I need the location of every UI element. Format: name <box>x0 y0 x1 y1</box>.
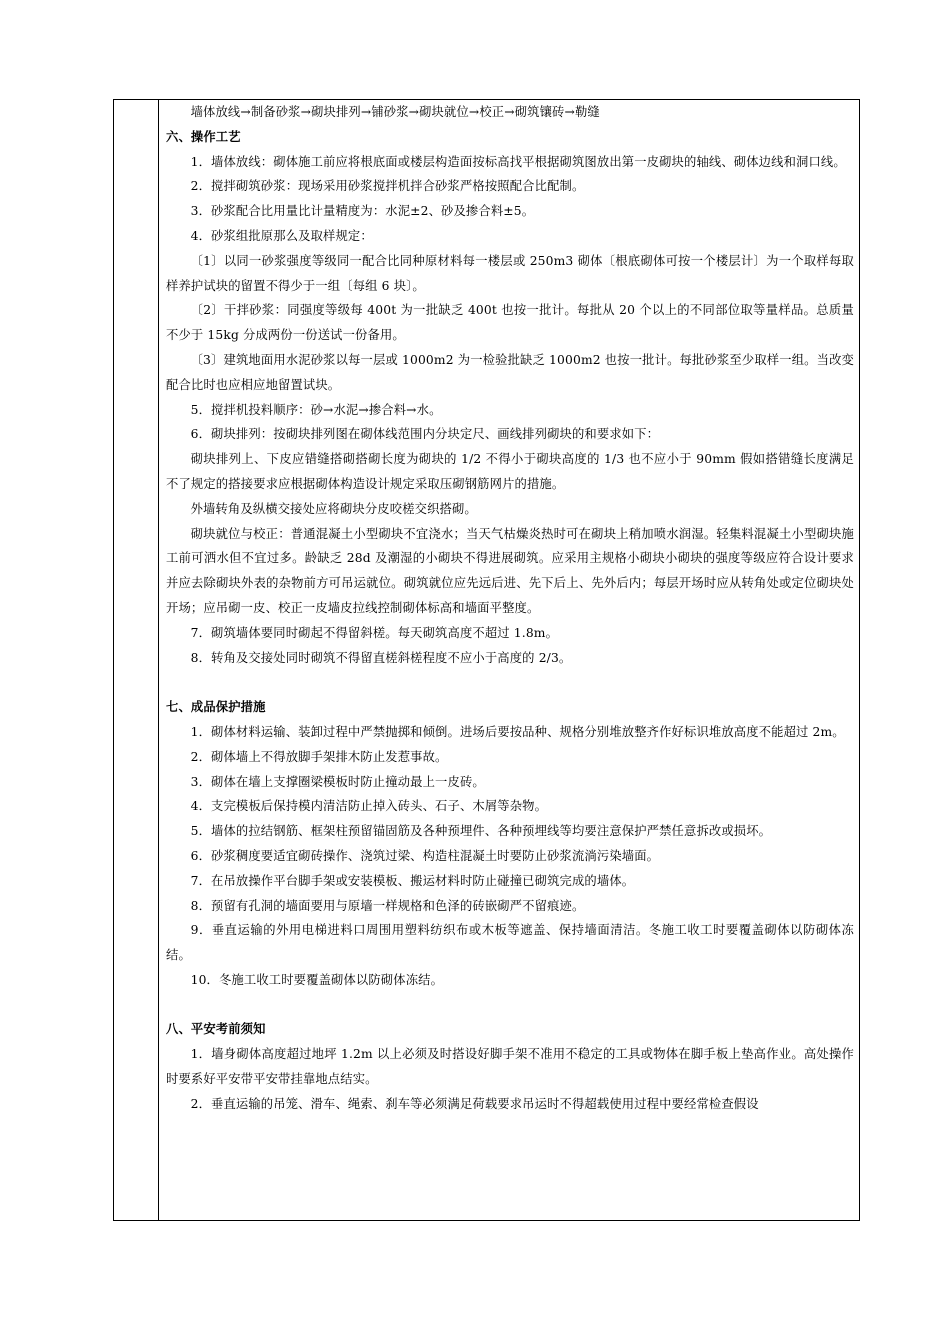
paragraph: 8．预留有孔洞的墙面要用与原墙一样规格和色泽的砖嵌砌严不留痕迹。 <box>190 898 585 913</box>
process-flow-line: 墙体放线→制备砂浆→砌块排列→铺砂浆→砌块就位→校正→砌筑镶砖→勒缝 <box>190 105 600 119</box>
paragraph: 砌块就位与校正：普通混凝土小型砌块不宜浇水；当天气枯燥炎热时可在砌块上稍加喷水润湿。轻集料混凝土小型砌块施工前可洒水但不宜过多。龄缺乏 28d 及潮湿的小砌块不得进展砌筑。应采用主规格小砌块小砌块的强度等级应符合设计要求并应去除砌块外表的杂物前方可吊运就位。砌筑就位应先远后进、先下后上、先外后内；每层开场时应从转角处或定位砌块处开场；应吊砌一皮、校正一皮墙皮拉线控制砌体标高和墙面平整度。 <box>166 526 854 615</box>
paragraph: 2．垂直运输的吊笼、滑车、绳索、刹车等必须满足荷载要求吊运时不得超载使用过程中要经常检查假设 <box>190 1096 759 1111</box>
paragraph: 6．砂浆稠度要适宜砌砖操作、浇筑过梁、构造柱混凝土时要防止砂浆流淌污染墙面。 <box>190 848 660 863</box>
content-cell <box>166 100 854 1117</box>
paragraph: 4．支完模板后保持模内清洁防止掉入砖头、石子、木屑等杂物。 <box>190 799 548 814</box>
paragraph: 7．砌筑墙体要同时砌起不得留斜槎。每天砌筑高度不超过 1.8m。 <box>190 625 559 640</box>
paragraph: 3．砂浆配合比用量比计量精度为：水泥±2、砂及掺合料±5。 <box>190 204 535 219</box>
paragraph: 〔2〕干拌砂浆：同强度等级每 400t 为一批缺乏 400t 也按一批计。每批从 20 个以上的不同部位取等量样品。总质量不少于 15kg 分成两份一份送试一份备用。 <box>166 303 854 343</box>
spacer <box>166 670 854 695</box>
paragraph: 〔1〕以同一砂浆强度等级同一配合比同种原材料每一楼层或 250m3 砌体〔根底砌体可按一个楼层计〕为一个取样每取样养护试块的留置不得少于一组〔每组 6 块〕。 <box>166 253 854 293</box>
paragraph: 7．在吊放操作平台脚手架或安装模板、搬运材料时防止碰撞已砌筑完成的墙体。 <box>190 873 635 888</box>
paragraph: 2．搅拌砌筑砂浆：现场采用砂浆搅拌机拌合砂浆严格按照配合比配制。 <box>190 179 585 194</box>
section-heading-protection: 七、成品保护措施 <box>166 699 266 715</box>
paragraph: 5．墙体的拉结钢筋、框架柱预留锚固筋及各种预埋件、各种预埋线等均要注意保护严禁任意拆改或损坏。 <box>190 824 772 839</box>
paragraph: 1．砌体材料运输、装卸过程中严禁抛掷和倾倒。进场后要按品种、规格分别堆放整齐作好标识堆放高度不能超过 2m。 <box>190 724 845 739</box>
document-table <box>113 99 860 1221</box>
paragraph: 1．墙身砌体高度超过地坪 1.2m 以上必须及时搭设好脚手架不准用不稳定的工具或物体在脚手板上垫高作业。高处操作时要系好平安带平安带挂靠地点结实。 <box>166 1047 854 1087</box>
paragraph: 8．转角及交接处同时砌筑不得留直槎斜槎程度不应小于高度的 2/3。 <box>190 650 572 665</box>
paragraph: 〔3〕建筑地面用水泥砂浆以每一层或 1000m2 为一检验批缺乏 1000m2 也按一批计。每批砂浆至少取样一组。当改变配合比时也应相应地留置试块。 <box>166 352 854 392</box>
paragraph: 10．冬施工收工时要覆盖砌体以防砌体冻结。 <box>190 972 444 987</box>
paragraph: 6．砌块排列：按砌块排列图在砌体线范围内分块定尺、画线排列砌块的和要求如下： <box>190 427 660 442</box>
paragraph: 9．垂直运输的外用电梯进料口周围用塑料纺织布或木板等遮盖、保持墙面清洁。冬施工收工时要覆盖砌体以防砌体冻结。 <box>166 923 854 963</box>
spacer <box>166 993 854 1018</box>
section-heading-operation: 六、操作工艺 <box>166 128 241 144</box>
paragraph: 4．砂浆组批原那么及取样规定： <box>190 228 373 243</box>
section-heading-safety: 八、平安考前须知 <box>166 1021 266 1037</box>
paragraph: 3．砌体在墙上支撑圈梁模板时防止撞动最上一皮砖。 <box>190 774 485 789</box>
table-label-column <box>114 100 159 1220</box>
paragraph: 2．砌体墙上不得放脚手架排木防止发惹事故。 <box>190 749 448 764</box>
paragraph: 1．墙体放线：砌体施工前应将根底面或楼层构造面按标高找平根据砌筑图放出第一皮砌块的轴线、砌体边线和洞口线。 <box>190 154 846 169</box>
paragraph: 砌块排列上、下皮应错缝搭砌搭砌长度为砌块的 1/2 不得小于砌块高度的 1/3 也不应小于 90mm 假如搭错缝长度满足不了规定的搭接要求应根据砌体构造设计规定采取压砌钢筋网片的措施。 <box>166 452 854 491</box>
paragraph: 外墙转角及纵横交接处应将砌块分皮咬槎交织搭砌。 <box>190 501 477 516</box>
paragraph: 5．搅拌机投料顺序：砂→水泥→掺合料→水。 <box>190 402 442 417</box>
